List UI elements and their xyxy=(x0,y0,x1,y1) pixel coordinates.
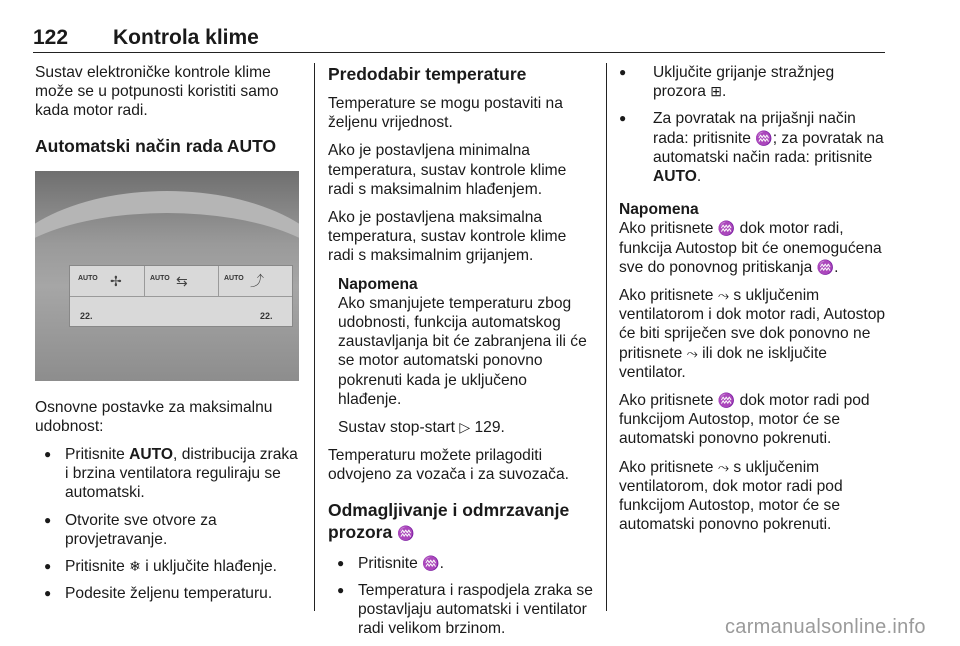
defrost-list-continued xyxy=(619,63,889,186)
seat-airflow-icon: ⤴ xyxy=(250,272,264,289)
windscreen-defrost-icon: ♒ xyxy=(717,220,736,237)
note-paragraph: Ako pritisnete ♒ dok motor radi, funkcija Autostop bit će onemogućena sve do ponovnog pritiskanja ♒. xyxy=(619,220,882,276)
list-item: ● Pritisnite ❄ i uključite hlađenje. xyxy=(35,557,301,576)
fan-airflow-icon: ⤳ xyxy=(717,458,730,475)
windscreen-defrost-icon: ♒ xyxy=(397,524,415,541)
note-title: Napomena xyxy=(619,201,699,219)
column-2 xyxy=(328,63,594,646)
paragraph: Ako je postavljena minimalna temperatura, sustav kontrole klime radi s maksimalnim hlađenjem. xyxy=(328,142,567,198)
note-paragraph: Ako pritisnete ⤳ s uključenim ventilatorom, dok motor radi pod funkcijom Autostop, motor će se automatski ponovno pokrenuti. xyxy=(619,458,843,534)
defrost-list xyxy=(328,554,594,639)
basic-settings-text: Osnovne postavke za maksimalnu udobnost: xyxy=(35,398,273,435)
note-text: Ako smanjujete temperaturu zbog udobnosti, funkcija automatskog zaustavljanja bit će zabranjena ili će se motor automatski ponovno pokrenuti kada je uključeno hlađenje. xyxy=(338,294,587,408)
panel-divider xyxy=(70,296,292,297)
paragraph: Temperaturu možete prilagoditi odvojeno za vozača i za suvozača. xyxy=(328,447,569,484)
page-header xyxy=(33,26,885,53)
panel-divider xyxy=(144,266,145,296)
paragraph: Temperature se mogu postaviti na željenu vrijednost. xyxy=(328,95,563,132)
list-item: ● Za povratak na prijašnji način rada: pritisnite ♒; za povratak na automatski način rada: pritisnite AUTO. xyxy=(619,109,889,186)
cross-reference: Sustav stop-start ▷ 129. xyxy=(338,419,505,437)
intro-paragraph: Sustav elektroničke kontrole klime može se u potpunosti koristiti samo kada motor radi. xyxy=(35,64,279,120)
temperature-left: 22. xyxy=(80,310,93,321)
column-divider xyxy=(606,63,607,611)
fan-icon: ✢ xyxy=(110,272,122,289)
ac-snowflake-icon: ❄ xyxy=(129,558,141,575)
note-paragraph: Ako pritisnete ♒ dok motor radi pod funkcijom Autostop, motor će se automatski ponovno pokrenuti. xyxy=(619,392,870,448)
column-divider xyxy=(314,63,315,611)
climate-panel-photo xyxy=(35,171,299,381)
section-heading-temperature: Predodabir temperature xyxy=(328,64,527,84)
list-item: ● Podesite željenu temperaturu. xyxy=(35,584,301,603)
list-item: ● Temperatura i raspodjela zraka se postavljaju automatski i ventilator radi velikom brzinom. xyxy=(328,581,594,639)
auto-label-recirculation: AUTO xyxy=(150,274,170,282)
note-block xyxy=(328,275,594,438)
fan-airflow-icon: ⤳ xyxy=(686,344,698,361)
section-heading-auto: Automatski način rada AUTO xyxy=(35,135,277,156)
car-recirculation-icon: ⇆ xyxy=(176,272,188,289)
auto-button-label: AUTO xyxy=(653,168,697,186)
list-item: ● Pritisnite ♒. xyxy=(328,554,594,573)
page-number: 122 xyxy=(33,26,69,49)
panel-divider xyxy=(218,266,219,296)
windscreen-defrost-icon: ♒ xyxy=(755,129,773,146)
section-heading-defrost: Odmagljivanje i odmrzavanje prozora ♒ xyxy=(328,499,570,542)
paragraph: Ako je postavljena maksimalna temperatura, sustav kontrole klime radi s maksimalnim grijanjem. xyxy=(328,209,567,265)
chapter-title: Kontrola klime xyxy=(113,26,259,49)
auto-label-fan: AUTO xyxy=(78,274,98,282)
rear-window-heating-icon: ⊞ xyxy=(710,83,722,100)
windscreen-defrost-icon: ♒ xyxy=(816,258,835,275)
auto-label-distribution: AUTO xyxy=(224,274,244,282)
windscreen-defrost-icon: ♒ xyxy=(422,554,440,571)
auto-button-label: AUTO xyxy=(129,446,174,464)
column-1 xyxy=(35,63,301,611)
page-reference-icon: ▷ xyxy=(459,419,471,436)
note-block xyxy=(619,200,889,534)
list-item: ● Uključite grijanje stražnjeg prozora ⊞. xyxy=(619,63,889,101)
note-title: Napomena xyxy=(338,275,418,293)
watermark: carmanualsonline.info xyxy=(725,616,926,638)
windscreen-defrost-icon: ♒ xyxy=(717,392,736,409)
note-paragraph: Ako pritisnete ⤳ s uključenim ventilatorom i dok motor radi, Autostop će biti spriječen sve dok ponovno ne pritisnete ⤳ ili dok ne isključite ventilator. xyxy=(619,287,886,381)
basic-settings-list xyxy=(35,445,301,603)
list-item: ● Pritisnite AUTO, distribucija zraka i brzina ventilatora reguliraju se automatski. xyxy=(35,445,301,503)
list-item: ● Otvorite sve otvore za provjetravanje. xyxy=(35,511,301,549)
temperature-right: 22. xyxy=(260,310,273,321)
climate-control-panel xyxy=(69,265,293,327)
column-3 xyxy=(619,63,889,543)
fan-airflow-icon: ⤳ xyxy=(717,287,730,304)
